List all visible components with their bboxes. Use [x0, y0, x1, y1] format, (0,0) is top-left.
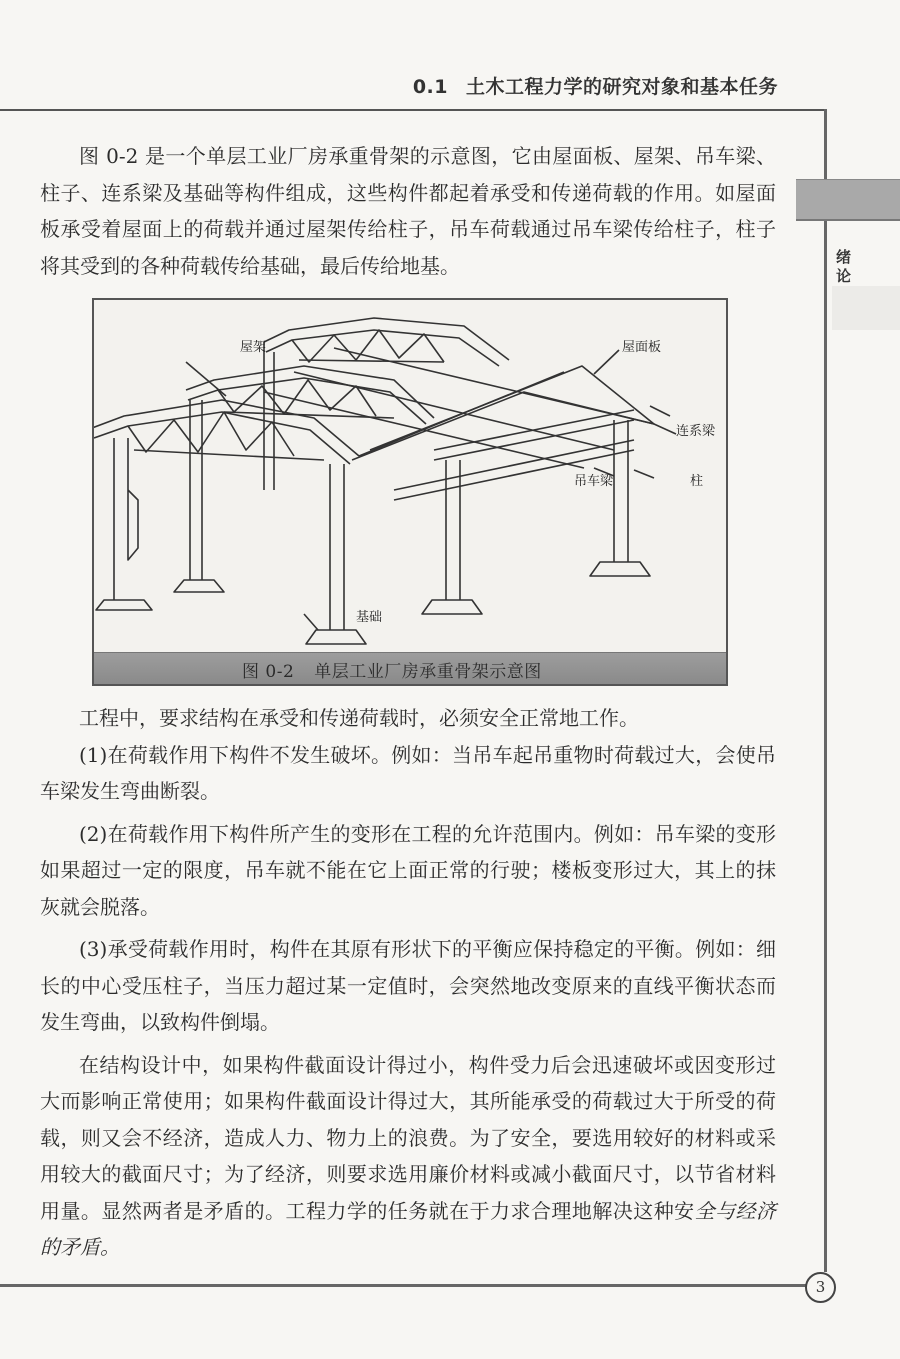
figure-caption [242, 657, 542, 682]
caption-band [94, 652, 726, 684]
requirement-2: (2)在荷载作用下构件所产生的变形在工程的允许范围内。例如：吊车梁的变形如果超过一定的限度，吊车就不能在它上面正常的行驶；楼板变形过大，其上的抹灰就会脱落。 [40, 821, 776, 919]
running-head [413, 72, 778, 99]
figure-0-2 [92, 298, 728, 686]
figure-caption-text: 单层工业厂房承重骨架示意图 [314, 662, 542, 682]
chapter-tab [796, 179, 900, 221]
requirement-3: (3)承受荷载作用时，构件在其原有形状下的平衡应保持稳定的平衡。例如：细长的中心受压柱子，当压力超过某一定值时，会突然地改变原来的直线平衡状态而发生弯曲，以致构件倒塌。 [40, 937, 776, 1034]
side-shading [832, 286, 900, 330]
section-title: 土木工程力学的研究对象和基本任务 [465, 76, 778, 98]
conclusion-text: 在结构设计中，如果构件截面设计得过小，构件受力后会迅速破坏或因变形过大而影响正常使用；如果构件截面设计得过大，其所能承受的荷载过大于所受的荷载，则又会不经济，造成人力、物力上的浪费。为了安全，要选用较好的材料或采用较大的截面尺寸；为了经济，则要求选用廉价材料或减小截面尺寸，以节省材料用量。显然两者是矛盾的。工程力学的任务就在于力求合理地解决这种安 [40, 1052, 776, 1223]
figure-number: 图 0-2 [242, 662, 295, 682]
requirement-1: (1)在荷载作用下构件不发生破坏。例如：当吊车起吊重物时荷载过大，会使吊车梁发生弯曲断裂。 [40, 742, 776, 803]
chapter-label: 绪论 [836, 248, 852, 285]
frame-bottom-rule [0, 1284, 806, 1287]
label-column: 柱 [690, 474, 704, 489]
requirements-text [40, 700, 776, 1266]
intro-text [40, 138, 776, 284]
label-crane-beam: 吊车梁 [574, 474, 614, 489]
paragraph: 工程中，要求结构在承受和传递荷载时，必须安全正常地工作。 [79, 706, 639, 730]
conclusion-emphasis: 全与经济的矛盾。 [40, 1198, 777, 1259]
paragraph: 图 0-2 是一个单层工业厂房承重骨架的示意图，它由屋面板、屋架、吊车梁、柱子、连系梁及基础等构件组成，这些构件都起着承受和传递荷载的作用。如屋面板承受着屋面上的荷载并通过屋架传给柱子，吊车荷载通过吊车梁传给柱子，柱子将其受到的各种荷载传给基础，最后传给地基。 [40, 144, 776, 278]
label-roof-slab: 屋面板 [622, 340, 662, 355]
label-foundation: 基础 [356, 610, 383, 625]
label-tie-beam: 连系梁 [676, 424, 716, 439]
conclusion-paragraph [40, 1047, 776, 1266]
label-roof-truss: 屋架 [240, 340, 267, 355]
page-number: 3 [805, 1272, 836, 1303]
frame-top-rule [0, 109, 826, 111]
frame-right-rule [824, 109, 827, 1272]
section-number: 0.1 [412, 76, 448, 98]
